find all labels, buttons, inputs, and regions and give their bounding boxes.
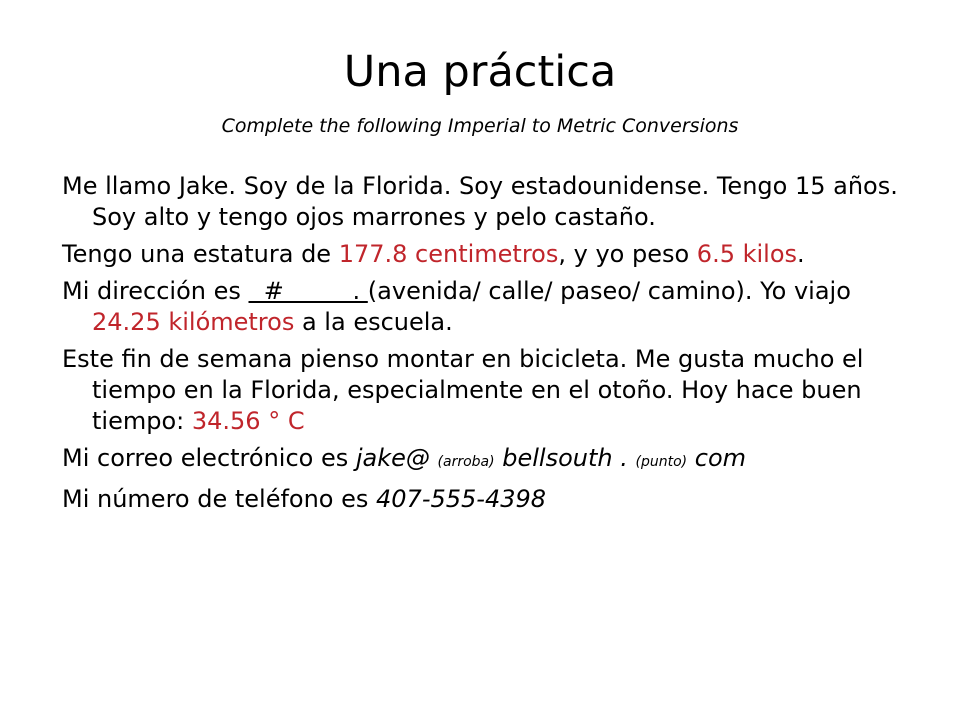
phone-number: 407-555-4398 [376, 485, 547, 513]
distance-end-text: a la escuela. [294, 308, 453, 336]
address-blank: # . [248, 277, 368, 305]
email-lead-text: Mi correo electrónico es [62, 444, 356, 472]
paragraph-address-distance [62, 276, 922, 338]
phone-lead-text: Mi número de teléfono es [62, 485, 377, 513]
email-arroba-note: (arroba) [437, 454, 495, 470]
email-domain: bellsouth . [502, 444, 628, 472]
email-user: jake@ [355, 444, 430, 472]
paragraph-email [62, 443, 922, 478]
paragraph-phone [62, 484, 922, 515]
email-punto-note: (punto) [635, 454, 688, 470]
intro-text: Me llamo Jake. Soy de la Florida. Soy estadounidense. Tengo 15 años. Soy alto y tengo ojos marrones y pelo castaño. [62, 172, 898, 231]
slide-body [62, 171, 922, 521]
weight-lead-text: , y yo peso [558, 240, 697, 268]
email-tld: com [694, 444, 747, 472]
address-options-text: (avenida/ calle/ paseo/ camino). Yo viajo [367, 277, 851, 305]
height-value: 177.8 centimetros [338, 240, 559, 268]
weight-value: 6.5 kilos [696, 240, 798, 268]
paragraph-weather [62, 344, 922, 437]
slide-title: Una práctica [343, 47, 617, 97]
paragraph-introduction [62, 171, 922, 233]
weather-text: Este fin de semana pienso montar en bicicleta. Me gusta mucho el tiempo en la Florida, especialmente en el otoño. Hoy hace buen tiempo: [62, 345, 864, 435]
paragraph-height-weight [62, 239, 922, 270]
temperature-value: 34.56 ° C [191, 407, 305, 435]
distance-value: 24.25 kilómetros [92, 308, 295, 336]
slide-subtitle: Complete the following Imperial to Metric Conversions [221, 115, 739, 137]
height-weight-end: . [797, 240, 805, 268]
height-lead-text: Tengo una estatura de [62, 240, 339, 268]
address-lead-text: Mi dirección es [62, 277, 249, 305]
